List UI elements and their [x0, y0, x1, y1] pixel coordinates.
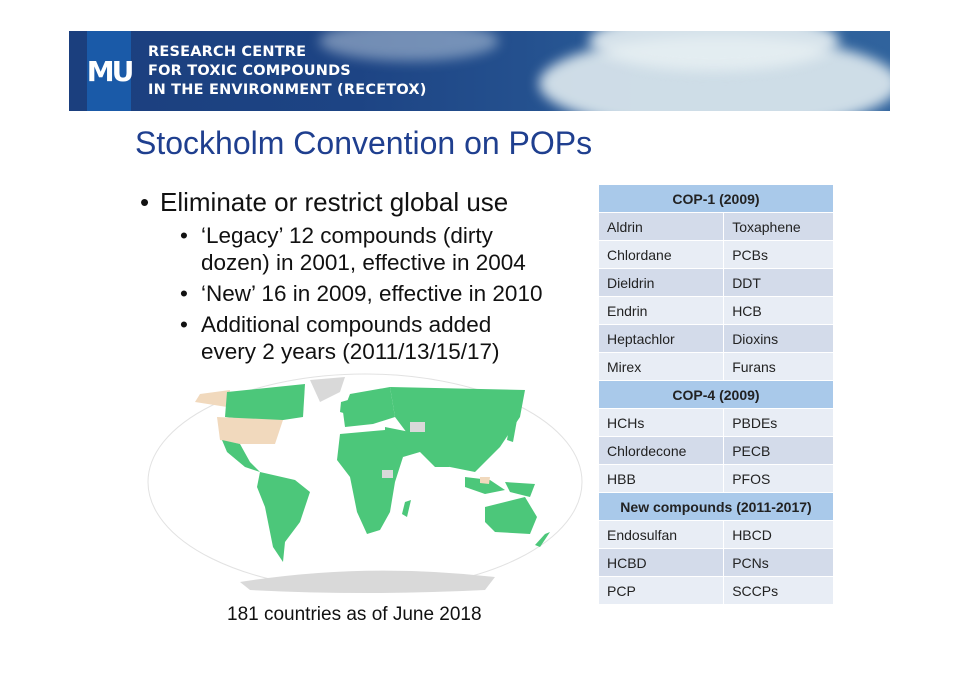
table-cell: HBB: [599, 465, 724, 493]
table-cell: HBCD: [724, 521, 834, 549]
table-cell: SCCPs: [724, 577, 834, 605]
bullet-text: Eliminate or restrict global use: [160, 187, 509, 217]
table-cell: PECB: [724, 437, 834, 465]
table-row: [599, 269, 834, 297]
table-row: [599, 437, 834, 465]
table-cell: Dieldrin: [599, 269, 724, 297]
table-cell: PCNs: [724, 549, 834, 577]
bullet-text: Additional compounds added every 2 years (2011/13/15/17): [201, 312, 500, 364]
table-cell: PFOS: [724, 465, 834, 493]
org-line: IN THE ENVIRONMENT (RECETOX): [148, 82, 427, 98]
section-header: New compounds (2011-2017): [599, 493, 834, 521]
table-row: [599, 353, 834, 381]
organization-name: [148, 43, 427, 100]
org-line: FOR TOXIC COMPOUNDS: [148, 63, 351, 79]
bullet-item: • Eliminate or restrict global use: [140, 187, 509, 217]
table-cell: Furans: [724, 353, 834, 381]
table-row: [599, 521, 834, 549]
table-cell: DDT: [724, 269, 834, 297]
header-banner: [69, 31, 890, 111]
sub-bullet-item: • ‘Legacy’ 12 compounds (dirty dozen) in 2001, effective in 2004: [180, 222, 540, 276]
table-cell: PBDEs: [724, 409, 834, 437]
table-row: [599, 577, 834, 605]
university-logo: [87, 31, 131, 111]
table-row: [599, 465, 834, 493]
map-caption: 181 countries as of June 2018: [227, 604, 482, 625]
table-cell: HCBD: [599, 549, 724, 577]
org-line: RESEARCH CENTRE: [148, 44, 307, 60]
table-cell: Toxaphene: [724, 213, 834, 241]
table-cell: Mirex: [599, 353, 724, 381]
table-cell: Heptachlor: [599, 325, 724, 353]
table-cell: Endrin: [599, 297, 724, 325]
table-row: [599, 325, 834, 353]
table-cell: Aldrin: [599, 213, 724, 241]
table-cell: HCB: [724, 297, 834, 325]
world-map: [145, 372, 585, 594]
table-cell: Chlordecone: [599, 437, 724, 465]
table-row: [599, 409, 834, 437]
table-row: [599, 549, 834, 577]
bullet-text: ‘New’ 16 in 2009, effective in 2010: [201, 281, 543, 306]
table-row: [599, 241, 834, 269]
sub-bullet-item: • ‘New’ 16 in 2009, effective in 2010: [180, 281, 543, 306]
section-header: COP-4 (2009): [599, 381, 834, 409]
table-row: [599, 297, 834, 325]
table-cell: Dioxins: [724, 325, 834, 353]
table-cell: Chlordane: [599, 241, 724, 269]
slide-title: Stockholm Convention on POPs: [135, 125, 593, 161]
logo-mark: MU: [86, 54, 132, 88]
table-row: [599, 213, 834, 241]
bullet-list: [140, 186, 600, 365]
table-cell: PCP: [599, 577, 724, 605]
pops-compounds-table: [598, 184, 834, 605]
section-header: COP-1 (2009): [599, 185, 834, 213]
sub-bullet-item: • Additional compounds added every 2 years (2011/13/15/17): [180, 311, 540, 365]
bullet-text: ‘Legacy’ 12 compounds (dirty dozen) in 2001, effective in 2004: [201, 223, 526, 275]
table-cell: HCHs: [599, 409, 724, 437]
table-cell: Endosulfan: [599, 521, 724, 549]
table-cell: PCBs: [724, 241, 834, 269]
